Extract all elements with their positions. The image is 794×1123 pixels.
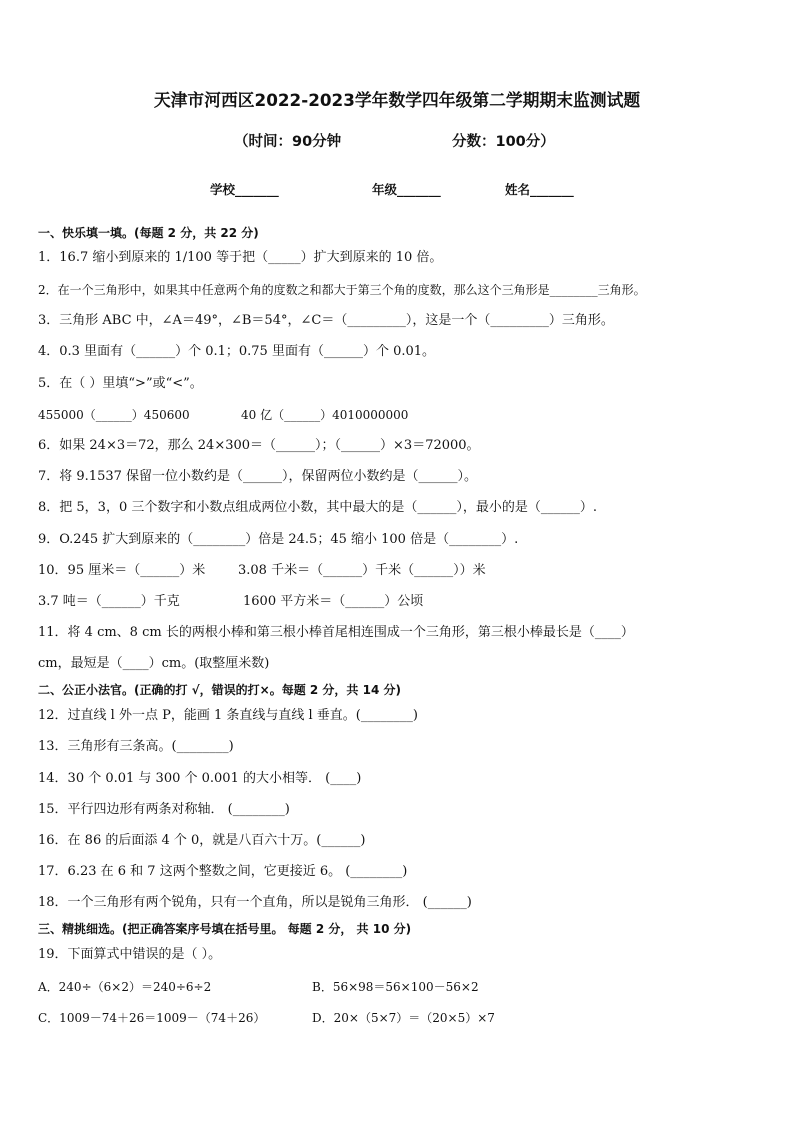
- question-11-line-1: 11．将 4 cm、8 cm 长的两根小棒和第三根小棒首尾相连围成一个三角形，第三根小棒最长是（____）: [38, 625, 634, 640]
- question-9: 9．O.245 扩大到原来的（________）倍是 24.5；45 缩小 100 倍是（________）.: [38, 532, 519, 547]
- exam-time: （时间：90分钟: [234, 134, 342, 150]
- question-12: 12．过直线 l 外一点 P，能画 1 条直线与直线 l 垂直。(________): [38, 708, 418, 723]
- question-5: 5．在（ ）里填“>”或“<”。: [38, 376, 203, 391]
- question-3: 3．三角形 ABC 中，∠A＝49°，∠B＝54°，∠C＝（_________），这是一个（_________）三角形。: [38, 313, 614, 328]
- student-info: [0, 180, 794, 200]
- question-8: 8．把 5，3，0 三个数字和小数点组成两位小数，其中最大的是（______），最小的是（______）.: [38, 500, 597, 515]
- section-heading-3: 三、精挑细选。(把正确答案序号填在括号里。 每题 2 分， 共 10 分): [38, 922, 412, 936]
- question-16: 16．在 86 的后面添 4 个 0，就是八百六十万。(______): [38, 833, 366, 848]
- question-10-part-b: 3.08 千米＝（______）千米（______））米: [238, 563, 486, 578]
- exam-score: 分数：100分）: [452, 134, 555, 150]
- question-10-part-c: 3.7 吨＝（______）千克: [38, 594, 180, 609]
- question-19-option-a: A．240÷（6×2）＝240÷6÷2: [38, 980, 212, 994]
- question-11-line-2: cm，最短是（____）cm。(取整厘米数): [38, 656, 270, 671]
- question-5-part-a: 455000（______）450600: [38, 408, 190, 422]
- question-6: 6．如果 24×3＝72，那么 24×300＝（______）；（______）×3＝72000。: [38, 438, 480, 453]
- question-10-part-d: 1600 平方米＝（______）公顷: [243, 594, 424, 609]
- section-heading-2: 二、公正小法官。(正确的打 √，错误的打×。每题 2 分，共 14 分): [38, 683, 401, 697]
- question-14: 14．30 个 0.01 与 300 个 0.001 的大小相等． (____): [38, 771, 362, 786]
- question-5-part-b: 40 亿（______）4010000000: [241, 408, 409, 422]
- question-7: 7．将 9.1537 保留一位小数约是（______），保留两位小数约是（______）。: [38, 469, 478, 484]
- question-19-option-d: D．20×（5×7）＝（20×5）×7: [312, 1011, 495, 1025]
- exam-meta: [0, 130, 794, 152]
- question-4: 4．0.3 里面有（______）个 0.1；0.75 里面有（______）个 0.01。: [38, 344, 436, 359]
- page-title: 天津市河西区2022-2023学年数学四年级第二学期期末监测试题: [153, 91, 641, 111]
- question-19-option-b: B．56×98＝56×100－56×2: [312, 980, 479, 994]
- question-17: 17．6.23 在 6 和 7 这两个整数之间，它更接近 6。 (________): [38, 864, 408, 879]
- question-10-part-a: 10．95 厘米＝（______）米: [38, 563, 206, 578]
- question-19: 19．下面算式中错误的是（ ）。: [38, 947, 222, 962]
- name-field: 姓名_______: [505, 182, 574, 197]
- question-19-option-c: C．1009－74＋26＝1009－（74＋26）: [38, 1011, 266, 1025]
- section-heading-1: 一、快乐填一填。(每题 2 分，共 22 分): [38, 226, 259, 240]
- question-13: 13．三角形有三条高。(________): [38, 739, 234, 754]
- question-2: 2．在一个三角形中，如果其中任意两个角的度数之和都大于第三个角的度数，那么这个三角形是________三角形。: [38, 283, 646, 297]
- school-field: 学校_______: [210, 182, 279, 197]
- question-15: 15．平行四边形有两条对称轴． (________): [38, 802, 290, 817]
- grade-field: 年级_______: [372, 182, 441, 197]
- question-1: 1．16.7 缩小到原来的 1/100 等于把（_____）扩大到原来的 10 倍。: [38, 250, 443, 265]
- question-18: 18．一个三角形有两个锐角，只有一个直角，所以是锐角三角形． (______): [38, 895, 472, 910]
